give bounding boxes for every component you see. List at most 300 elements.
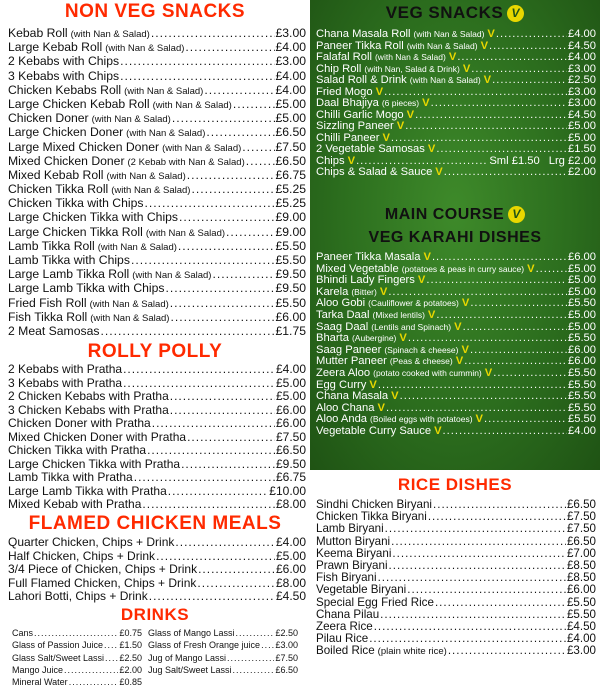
item-name: Glass of Passion Juice [12, 640, 104, 651]
dot-leader [147, 444, 275, 458]
item-price: £4.00 [568, 52, 596, 63]
menu-item [316, 609, 596, 621]
item-name: Fish Tikka Roll [8, 309, 88, 324]
drink-item [148, 664, 298, 676]
item-price: £7.50 [566, 511, 596, 524]
menu-item [8, 590, 306, 604]
item-name: Quarter Chicken, Chips + Drink [8, 536, 175, 549]
dot-leader [470, 298, 567, 310]
item-price: £5.50 [568, 402, 596, 414]
rice-dishes-title: RICE DISHES [397, 475, 513, 494]
veg-mark-icon: V [375, 86, 384, 98]
item-price: £5.00 [568, 309, 596, 321]
menu-item [316, 645, 596, 657]
item-price: £8.00 [275, 576, 306, 590]
item-price: £5.00 [568, 275, 596, 287]
dot-leader [34, 627, 118, 639]
item-price: £9.50 [275, 457, 306, 471]
item-price: £7.50 [566, 523, 596, 536]
veg-badge-icon: V [508, 206, 525, 223]
item-name: Chips & Salad & Sauce [316, 167, 433, 178]
menu-item [8, 26, 306, 40]
item-price: £4.00 [275, 536, 306, 549]
item-note: (with Nan & Salad) [105, 43, 185, 55]
item-price: £2.50 [119, 652, 142, 663]
item-price: £5.00 [275, 111, 306, 126]
item-name: Karela [316, 286, 349, 298]
dot-leader [120, 54, 274, 68]
veg-mark-icon: V [379, 286, 388, 298]
menu-item [316, 333, 596, 345]
dot-leader [206, 125, 274, 139]
dot-leader [400, 391, 567, 403]
menu-item [316, 133, 596, 145]
veg-mark-icon: V [347, 155, 356, 167]
item-price: £6.00 [566, 584, 596, 597]
item-note: (with Nan & Salad) [70, 29, 150, 40]
item-name: Jug of Mango Lassi [148, 652, 227, 663]
flamed-chicken-title: FLAMED CHICKEN MEALS [28, 513, 282, 534]
menu-item [316, 536, 596, 548]
dot-leader [407, 584, 566, 596]
item-name: Lamb Tikka Roll [8, 238, 95, 253]
menu-item [316, 391, 596, 403]
dot-leader [204, 83, 274, 97]
menu-item [316, 252, 596, 264]
dot-leader [233, 97, 275, 111]
menu-item [316, 621, 596, 633]
item-name: Paneer Tikka Roll [316, 40, 404, 52]
item-price: £5.50 [275, 238, 306, 253]
item-name: Chicken Tikka Roll [8, 182, 109, 197]
item-price: £6.75 [275, 471, 306, 484]
item-name: Prawn Biryani [316, 559, 388, 572]
menu-item [8, 563, 306, 577]
item-name: Jug Salt/Sweet Lassi [148, 664, 232, 675]
item-price: £4.00 [275, 68, 306, 83]
item-price: £7.50 [275, 139, 306, 154]
item-name: Bharta [316, 333, 349, 345]
item-name: Zeera Rice [316, 620, 373, 633]
dot-leader [415, 110, 567, 122]
veg-mark-icon: V [399, 333, 407, 345]
item-name: 2 Kebabs with Chips [8, 54, 120, 69]
menu-item [8, 40, 306, 54]
item-price: £3.00 [568, 98, 596, 109]
veg-mark-icon: V [480, 40, 489, 52]
menu-item [8, 390, 306, 404]
menu-item [316, 414, 596, 426]
menu-item [8, 324, 306, 338]
drink-item [12, 664, 142, 676]
item-price: £5.00 [275, 549, 306, 563]
item-name: Half Chicken, Chips + Drink [8, 549, 156, 563]
item-note: (with Nan & Salad) [406, 40, 478, 51]
item-price: £6.00 [568, 252, 596, 263]
item-price: £5.50 [566, 596, 596, 609]
right-column [310, 0, 600, 700]
item-price: £7.00 [566, 547, 596, 560]
item-name: Glass of Fresh Orange juice [148, 640, 261, 651]
item-name: Chips [316, 155, 345, 167]
item-note: (Aubergine) [351, 333, 397, 344]
item-price: £6.50 [275, 444, 306, 457]
item-name: Cans [12, 628, 34, 638]
dot-leader [170, 404, 275, 418]
dot-leader [489, 41, 567, 53]
item-name: Aloo Gobi [316, 298, 366, 310]
menu-item [316, 41, 596, 53]
item-note: (potato cooked with cummin) [373, 367, 482, 378]
dot-leader [151, 26, 275, 40]
dot-leader [443, 426, 567, 438]
item-price: £3.00 [566, 645, 596, 658]
menu-item [316, 298, 596, 310]
item-name: Fish Biryani [316, 572, 377, 585]
item-price: £6.50 [566, 499, 596, 511]
item-price: £4.00 [568, 29, 596, 40]
veg-snacks-title-text: VEG SNACKS [385, 3, 504, 22]
item-note: (with Nan & Salad) [124, 85, 204, 97]
menu-item [316, 499, 596, 511]
item-note: (with Nan & Salad) [374, 52, 446, 62]
item-note: (Peas & cheese) [389, 356, 453, 367]
main-course-list [316, 252, 596, 438]
item-price: £9.50 [275, 281, 306, 296]
dot-leader [105, 652, 118, 664]
dot-leader [227, 652, 274, 664]
item-name: Mixed Chicken Doner [8, 153, 125, 168]
item-name: Fried Mogo [316, 86, 373, 98]
dot-leader [131, 253, 275, 267]
rice-panel [310, 470, 600, 700]
veg-mark-icon: V [391, 391, 399, 403]
item-price: £5.00 [568, 263, 596, 275]
item-price: £4.00 [275, 40, 306, 55]
item-name: Lamb Tikka with Pratha [8, 471, 133, 484]
item-price: £10.00 [269, 484, 306, 498]
item-price: £5.50 [568, 414, 596, 426]
veg-mark-icon: V [369, 379, 377, 391]
dot-leader [261, 639, 274, 651]
item-name: Vegetable Curry Sauce [316, 425, 432, 437]
dot-leader [463, 322, 567, 334]
item-price: £4.50 [568, 109, 596, 121]
item-price: £3.00 [568, 63, 596, 75]
item-price: £6.00 [275, 309, 306, 324]
menu-item [316, 597, 596, 609]
item-name: Chicken Tikka Biryani [316, 511, 427, 524]
dot-leader [369, 633, 566, 645]
menu-item [8, 417, 306, 431]
item-price: £5.50 [566, 608, 596, 621]
dot-leader [385, 523, 566, 535]
item-name: Chicken Kebabs Roll [8, 82, 122, 97]
item-note: (with Nan & Salad) [91, 114, 171, 126]
item-note: (plain white rice) [377, 646, 447, 658]
dot-leader [448, 645, 566, 657]
item-price: £4.00 [568, 425, 596, 437]
dot-leader [123, 377, 275, 391]
item-price: £5.00 [568, 121, 596, 132]
dot-leader [436, 310, 567, 322]
dot-leader [212, 267, 274, 281]
veg-mark-icon: V [434, 425, 442, 437]
veg-mark-icon: V [423, 252, 431, 263]
veg-mark-icon: V [461, 344, 469, 356]
item-note: (with Nan & Salad) [413, 29, 485, 39]
menu-item [316, 310, 596, 322]
dot-leader [433, 499, 566, 511]
item-name: Large Chicken Tikka with Chips [8, 210, 179, 225]
item-name: Egg Curry [316, 379, 367, 391]
item-note: (with Nan & Salad) [126, 128, 206, 140]
item-name: 3/4 Piece of Chicken, Chips + Drink [8, 563, 198, 576]
main-course-title [310, 206, 600, 224]
item-name: Chicken Doner [8, 111, 89, 126]
menu-item [316, 156, 596, 168]
menu-item [316, 548, 596, 560]
menu-item [316, 572, 596, 584]
item-note: (with Nan & Salad) [111, 185, 191, 197]
dot-leader [496, 29, 567, 41]
item-note: (with Nan & Salad) [409, 75, 481, 85]
item-price: £5.00 [275, 376, 306, 390]
veg-mark-icon: V [462, 63, 471, 75]
menu-item [8, 225, 306, 239]
menu-item [316, 345, 596, 357]
veg-panel [310, 0, 600, 470]
dot-leader [444, 167, 567, 179]
menu-item [8, 471, 306, 485]
item-price: £5.25 [275, 196, 306, 211]
dot-leader [142, 498, 275, 512]
dot-leader [152, 417, 275, 431]
dot-leader [536, 264, 567, 276]
dot-leader [178, 239, 275, 253]
item-name: Saag Paneer [316, 344, 382, 356]
veg-mark-icon: V [483, 75, 492, 86]
item-price: £3.00 [275, 26, 306, 40]
item-name: Large Chicken Doner [8, 125, 124, 140]
dot-leader [226, 225, 274, 239]
dot-leader [431, 98, 567, 110]
menu-item [316, 560, 596, 572]
item-price: £7.50 [275, 652, 298, 663]
item-name: Large Chicken Kebab Roll [8, 96, 150, 111]
item-name: 2 Chicken Kebabs with Pratha [8, 390, 169, 403]
item-name: Chana Masala [316, 391, 389, 403]
item-name: Aloo Anda [316, 414, 368, 426]
item-price: £2.00 [119, 664, 142, 675]
item-price: £1.50 [568, 144, 596, 155]
dot-leader [471, 64, 567, 76]
menu-item [8, 111, 306, 125]
menu-item [8, 310, 306, 324]
item-price: £6.00 [275, 403, 306, 417]
item-name: Fried Fish Roll [8, 295, 87, 310]
item-name: Lahori Botti, Chips + Drink [8, 590, 148, 603]
menu-item [8, 83, 306, 97]
drink-item [12, 676, 142, 688]
item-name: Large Lamb Tikka with Chips [8, 281, 165, 296]
dot-leader [181, 458, 275, 472]
item-price: £5.50 [275, 253, 306, 267]
item-price: £4.00 [566, 633, 596, 646]
item-name: Pilau Rice [316, 633, 369, 646]
veg-mark-icon: V [377, 402, 385, 414]
item-price: £6.50 [566, 535, 596, 548]
item-note: (with Nan, Salad & Drink) [364, 63, 460, 74]
menu-item [316, 87, 596, 99]
dot-leader [170, 390, 275, 404]
item-price: £8.50 [566, 559, 596, 572]
dot-leader [149, 590, 275, 604]
item-name: Chana Pilau [316, 608, 380, 621]
veg-mark-icon: V [455, 356, 464, 368]
menu-item [8, 54, 306, 68]
veg-mark-icon: V [435, 167, 443, 178]
menu-item [316, 356, 596, 368]
item-note: (with Nan & Salad) [106, 170, 186, 182]
item-name: Glass Salt/Sweet Lassi [12, 652, 105, 663]
dot-leader [120, 69, 274, 83]
item-name: Boiled Rice [316, 645, 375, 658]
veg-karahi-title: VEG KARAHI DISHES [368, 229, 542, 246]
dot-leader [64, 664, 118, 676]
menu-item [316, 511, 596, 523]
dot-leader [100, 324, 274, 338]
veg-mark-icon: V [487, 29, 495, 40]
menu-item [8, 168, 306, 182]
dot-leader [179, 210, 274, 224]
item-name: Mixed Kebab Roll [8, 167, 104, 182]
item-price: £9.50 [275, 267, 306, 282]
item-name: Keema Biryani [316, 547, 392, 560]
item-price: £5.00 [568, 321, 596, 333]
item-name: 2 Vegetable Samosas [316, 144, 425, 155]
item-name: Large Mixed Chicken Doner [8, 139, 160, 154]
dot-leader [391, 133, 567, 145]
item-name: Mutter Paneer [316, 356, 387, 368]
dot-leader [374, 621, 566, 633]
item-note: (Lentils and Spinach) [371, 321, 452, 332]
dot-leader [391, 536, 566, 548]
item-price: £5.50 [568, 391, 596, 403]
dot-leader [457, 52, 567, 64]
item-note: (2 Kebab with Nan & Salad) [127, 156, 245, 168]
menu-item [8, 444, 306, 458]
menu-item [316, 144, 596, 156]
menu-item [8, 239, 306, 253]
menu-item [316, 167, 596, 179]
item-name: Sizzling Paneer [316, 121, 394, 132]
dot-leader [378, 572, 566, 584]
dot-leader [172, 111, 275, 125]
menu-item [8, 296, 306, 310]
item-name: Large Kebab Roll [8, 40, 103, 55]
item-price: £6.75 [275, 167, 306, 182]
veg-mark-icon: V [427, 309, 436, 321]
veg-mark-icon: V [382, 132, 390, 144]
item-price: £5.50 [568, 298, 596, 310]
item-price: £6.00 [275, 563, 306, 576]
item-name: Chicken Doner with Pratha [8, 417, 151, 430]
item-name: 2 Meat Samosas [8, 323, 100, 338]
item-note: (potatoes & peas in curry sauce) [401, 263, 525, 274]
dot-leader [144, 196, 274, 210]
item-name: Lamb Biryani [316, 523, 384, 536]
menu-item [8, 550, 306, 564]
item-price: £6.00 [568, 356, 596, 368]
menu-item [8, 404, 306, 418]
dot-leader [378, 380, 567, 392]
menu-item [8, 267, 306, 281]
dot-leader [233, 664, 275, 676]
item-price: £4.50 [568, 40, 596, 52]
item-name: Paneer Tikka Masala [316, 252, 421, 263]
item-price: £2.50 [568, 75, 596, 86]
veg-mark-icon: V [448, 52, 457, 63]
item-price: £1.75 [275, 323, 306, 338]
item-price-large: Lrg £2.00 [548, 155, 596, 167]
drink-item [12, 639, 142, 651]
drinks-column-2 [148, 627, 298, 688]
menu-item [316, 322, 596, 334]
dot-leader [432, 252, 567, 264]
item-note: (with Nan & Salad) [89, 298, 169, 310]
item-price: £8.50 [566, 572, 596, 585]
item-price: £4.00 [275, 363, 306, 376]
item-price: £6.50 [275, 153, 306, 168]
dot-leader [405, 121, 567, 133]
dot-leader [388, 287, 567, 299]
menu-item [316, 64, 596, 76]
dot-leader [492, 75, 567, 87]
item-name: Mango Juice [12, 664, 64, 675]
veg-mark-icon: V [527, 263, 535, 275]
item-note: (Mixed lentils) [372, 309, 425, 320]
item-name: Chilli Paneer [316, 132, 380, 144]
dot-leader [168, 485, 269, 499]
dot-leader [392, 548, 566, 560]
item-name: Chicken Tikka with Chips [8, 196, 144, 211]
item-name: 3 Kebabs with Chips [8, 68, 120, 83]
dot-leader [426, 275, 567, 287]
menu-item [8, 377, 306, 391]
drinks-list [12, 627, 304, 688]
dot-leader [493, 368, 567, 380]
menu-item [8, 69, 306, 83]
veg-snacks-list [316, 29, 596, 179]
menu-item [316, 403, 596, 415]
item-price: £5.00 [568, 286, 596, 298]
drink-item [12, 652, 142, 664]
item-name: Chicken Tikka with Pratha [8, 444, 147, 457]
dot-leader [170, 310, 274, 324]
item-name: Mutton Biryani [316, 535, 391, 548]
dot-leader [104, 639, 118, 651]
item-price: £5.25 [275, 182, 306, 197]
item-name: Mixed Chicken Doner with Pratha [8, 430, 187, 444]
dot-leader [464, 356, 567, 368]
menu-item [316, 98, 596, 110]
menu-item [316, 275, 596, 287]
veg-mark-icon: V [396, 121, 405, 132]
veg-mark-icon: V [417, 275, 426, 287]
item-price: £9.00 [275, 210, 306, 225]
item-name: Full Flamed Chicken, Chips + Drink [8, 576, 197, 590]
